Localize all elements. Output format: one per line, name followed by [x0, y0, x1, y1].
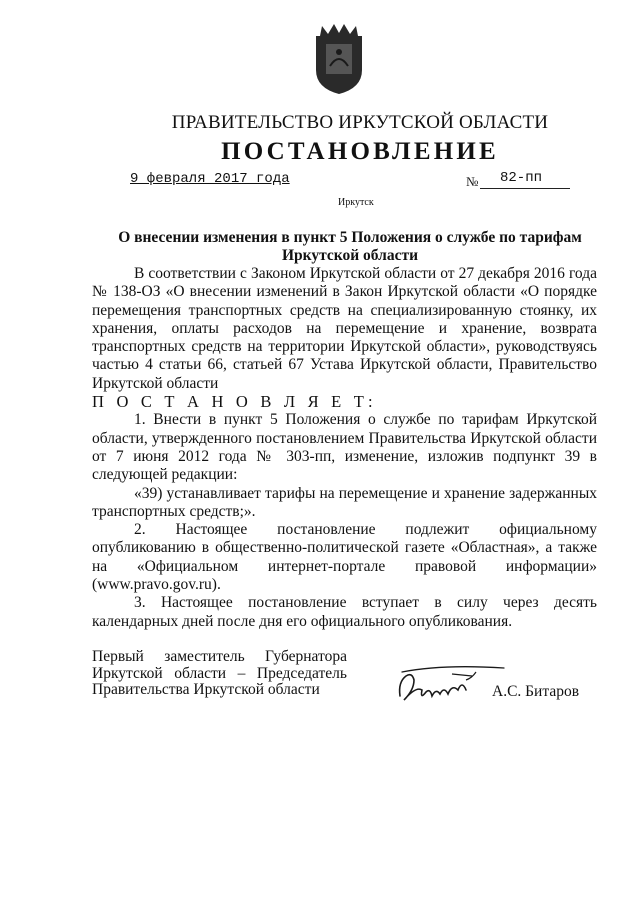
- resolves-heading: П О С Т А Н О В Л Я Е Т:: [92, 392, 377, 412]
- preamble-paragraph: В соответствии с Законом Иркутской области от 27 декабря 2016 года № 138-ОЗ «О внесении изменений в Закон Иркутской области «О порядке перемещения транспортных средств на специализированную стоянку, их хранения, оплаты расходов на перемещение и хранение, возврата транспортных средств на территории Иркутской области», руководствуясь частью 4 статьи 66, статьей 67 Устава Иркутской области, Правительство Иркутской области: [92, 265, 597, 392]
- item-2-paragraph: 2. Настоящее постановление подлежит официальному опубликованию в общественно-политической газете «Областная», а также на «Официальном интернет-портале правовой информации» (www.pravo.gov.ru).: [92, 521, 597, 594]
- city: Иркутск: [338, 197, 374, 208]
- document-date: 9 февраля 2017 года: [130, 171, 290, 187]
- document-number: 82-пп: [500, 170, 543, 186]
- item-1-quote: «39) устанавливает тарифы на перемещение и хранение задержанных транспортных средств;».: [92, 484, 597, 520]
- signatory-title: [92, 649, 347, 699]
- coat-of-arms-icon: [312, 22, 366, 96]
- signatory-name: А.С. Битаров: [492, 683, 580, 700]
- number-underline: [480, 188, 570, 189]
- item-1-paragraph: 1. Внести в пункт 5 Положения о службе по тарифам Иркутской области, утвержденного постановлением Правительства Иркутской области от 7 июня 2012 года № 303-пп, изменение, изложив подпункт 39 в следующей редакции:: [92, 411, 597, 484]
- government-name: ПРАВИТЕЛЬСТВО ИРКУТСКОЙ ОБЛАСТИ: [171, 112, 549, 133]
- document-title: О внесении изменения в пункт 5 Положения о службе по тарифам Иркутской области: [118, 229, 582, 264]
- number-label: №: [466, 174, 479, 189]
- document-body: [92, 265, 597, 631]
- signatory-line-2: Иркутской области – Председатель: [92, 664, 347, 682]
- signatory-line-1: Первый заместитель Губернатора: [92, 648, 347, 665]
- item-3-paragraph: 3. Настоящее постановление вступает в силу через десять календарных дней после дня его официального опубликования.: [92, 594, 597, 630]
- signatory-line-3: Правительства Иркутской области: [92, 681, 320, 698]
- document-type: ПОСТАНОВЛЕНИЕ: [221, 138, 499, 165]
